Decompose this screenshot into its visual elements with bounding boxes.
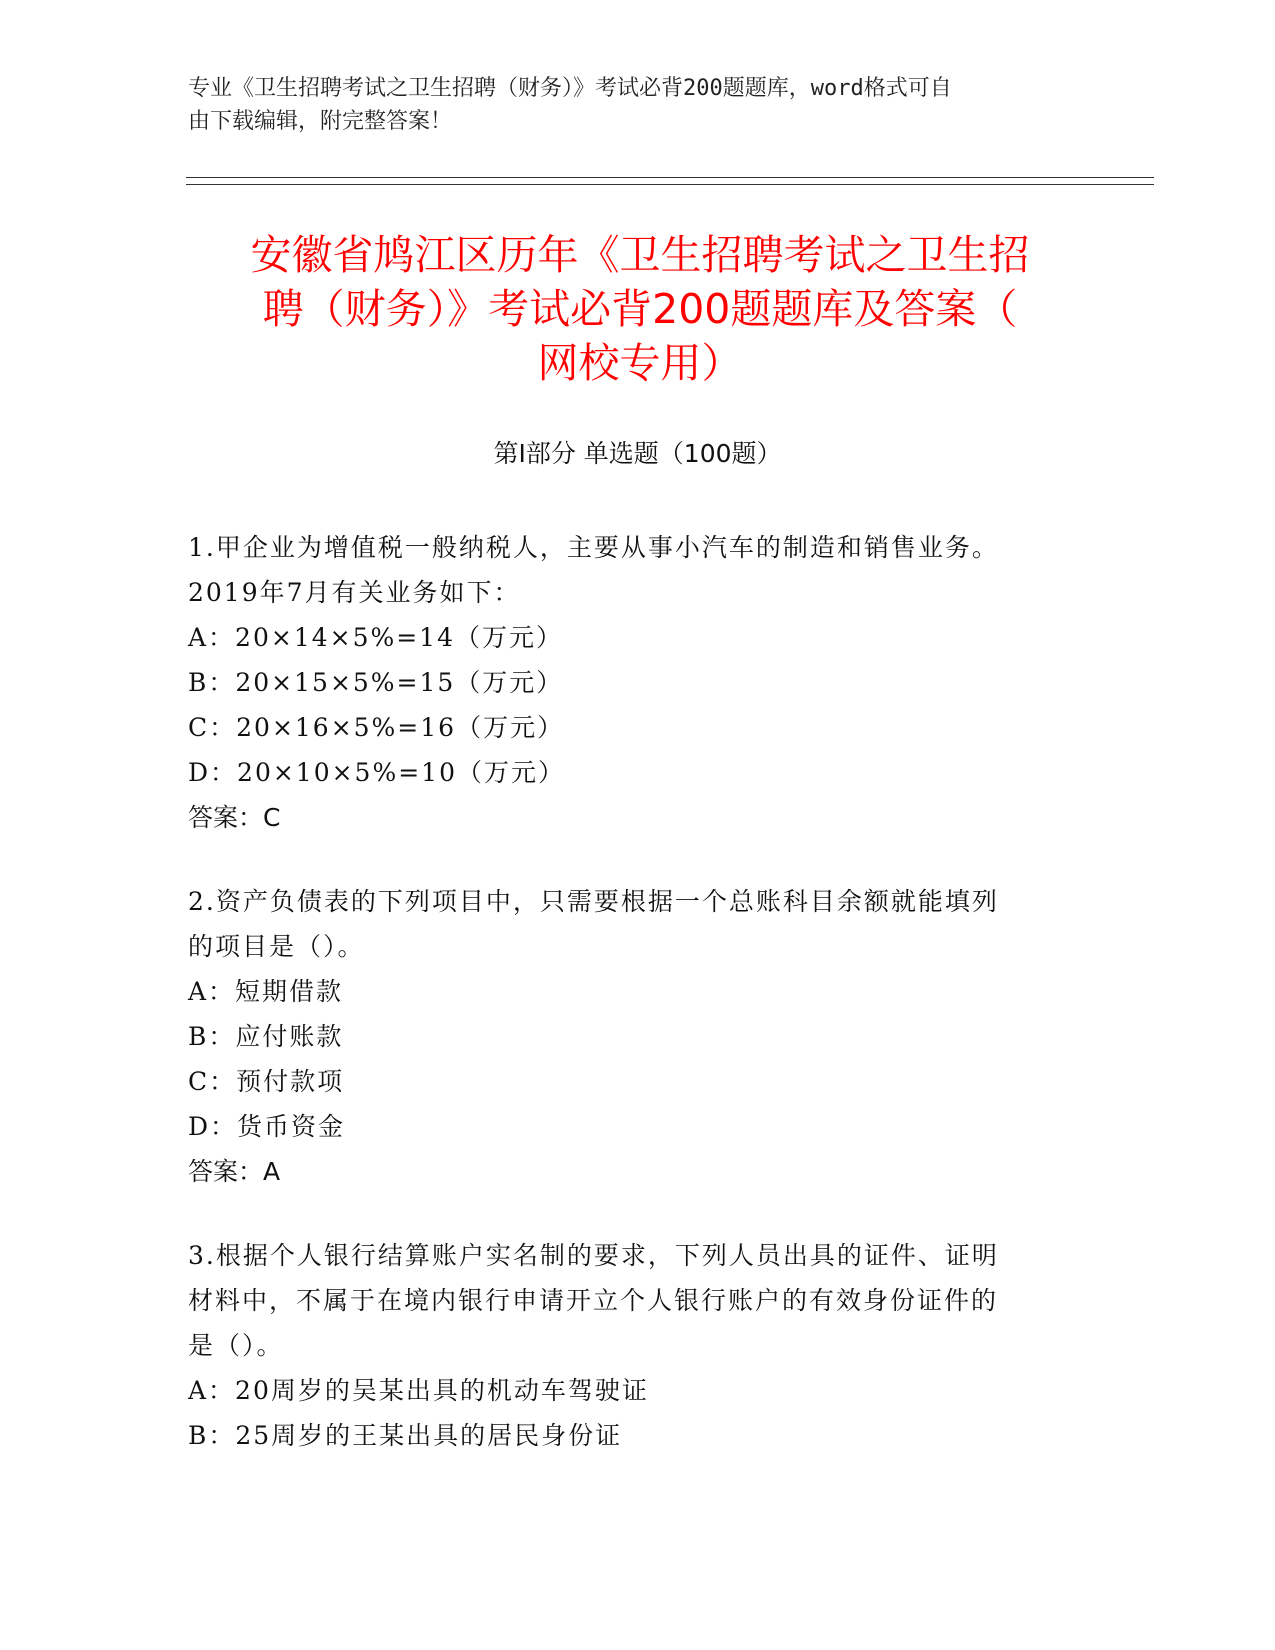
option-c: C：预付款项 [188,1067,345,1096]
question-item [188,879,1068,1194]
question-stem: 2019年7月有关业务如下： [188,578,521,607]
option-d: D：20×10×5%=10（万元） [188,758,565,787]
option-b: B：应付账款 [188,1022,344,1051]
question-item [188,1233,1068,1458]
header-note-line: 专业《卫生招聘考试之卫生招聘（财务）》考试必背200题题库，word格式可自 [188,76,952,101]
question-stem: 的项目是（）。 [188,932,365,961]
option-b: B：20×15×5%=15（万元） [188,668,564,697]
question-list [188,525,1068,1497]
question-stem: 材料中，不属于在境内银行申请开立个人银行账户的有效身份证件的 [188,1286,999,1315]
document-title [170,228,1110,390]
header-note [188,72,1068,138]
answer: 答案：A [188,1157,281,1186]
header-note-line: 由下载编辑，附完整答案！ [188,109,453,134]
option-a: A：短期借款 [188,977,344,1006]
document-title-line: 聘（财务）》考试必背200题题库及答案（ [262,285,1018,333]
option-a: A：20周岁的吴某出具的机动车驾驶证 [188,1376,649,1405]
question-stem: 2.资产负债表的下列项目中，只需要根据一个总账科目余额就能填列 [188,887,999,916]
option-d: D：货币资金 [188,1112,346,1141]
section-title: 第Ⅰ部分 单选题（100题） [493,439,782,468]
question-stem: 3.根据个人银行结算账户实名制的要求，下列人员出具的证件、证明 [188,1241,999,1270]
option-c: C：20×16×5%=16（万元） [188,713,565,742]
question-stem: 是（）。 [188,1331,284,1360]
header-divider [186,184,1154,185]
header-divider [186,177,1154,178]
question-item [188,525,1068,840]
answer: 答案：C [188,803,281,832]
document-title-line: 网校专用） [537,339,743,387]
question-stem: 1.甲企业为增值税一般纳税人，主要从事小汽车的制造和销售业务。 [188,533,999,562]
option-a: A：20×14×5%=14（万元） [188,623,563,652]
document-title-line: 安徽省鸠江区历年《卫生招聘考试之卫生招 [250,231,1030,279]
option-b: B：25周岁的王某出具的居民身份证 [188,1421,623,1450]
